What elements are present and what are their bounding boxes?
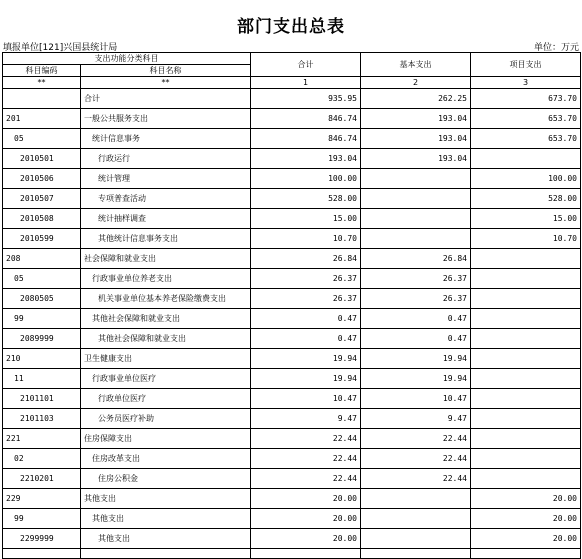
cell-project: 15.00: [471, 209, 581, 229]
table-row: [3, 469, 581, 489]
cell-basic: [361, 209, 471, 229]
header-col2: 2: [361, 77, 471, 89]
cell-project: 653.70: [471, 129, 581, 149]
table-row: [3, 509, 581, 529]
cell-code: 2080505: [3, 289, 81, 309]
cell-name: 行政事业单位养老支出: [81, 269, 251, 289]
cell-code: 05: [3, 129, 81, 149]
cell-total: 19.94: [251, 349, 361, 369]
cell-project: [471, 289, 581, 309]
cell-project: [471, 369, 581, 389]
table-row: [3, 429, 581, 449]
cell-code: 05: [3, 269, 81, 289]
table-row: [3, 169, 581, 189]
cell-basic: 19.94: [361, 369, 471, 389]
cell-project: [471, 269, 581, 289]
cell-code: 2299999: [3, 529, 81, 549]
cell-name: 统计信息事务: [81, 129, 251, 149]
cell-total: 10.70: [251, 229, 361, 249]
expenditure-table: [2, 52, 581, 559]
cell-project: 10.70: [471, 229, 581, 249]
cell-name: 机关事业单位基本养老保险缴费支出: [81, 289, 251, 309]
header-name-mark: **: [81, 77, 251, 89]
cell-code: 2010599: [3, 229, 81, 249]
cell-name: 公务员医疗补助: [81, 409, 251, 429]
cell-code: 221: [3, 429, 81, 449]
cell-name: 行政单位医疗: [81, 389, 251, 409]
header-col3: 3: [471, 77, 581, 89]
table-row: [3, 129, 581, 149]
table-row: [3, 309, 581, 329]
cell-project: 20.00: [471, 509, 581, 529]
cell-project: [471, 409, 581, 429]
cell-name: 住房改革支出: [81, 449, 251, 469]
page-title: 部门支出总表: [237, 17, 345, 37]
currency-unit: 单位：万元: [533, 43, 579, 53]
header-basic: 基本支出: [361, 53, 471, 77]
cell-name: 其他支出: [81, 489, 251, 509]
reporting-unit: 填报单位[121]兴国县统计局: [3, 43, 118, 53]
table-row: [3, 449, 581, 469]
cell-name: 统计管理: [81, 169, 251, 189]
cell-basic: 22.44: [361, 429, 471, 449]
table-row: [3, 349, 581, 369]
cell-name: 其他支出: [81, 509, 251, 529]
cell-name: 行政事业单位医疗: [81, 369, 251, 389]
cell-basic: 22.44: [361, 469, 471, 489]
cell-basic: [361, 509, 471, 529]
cell-code: 2010507: [3, 189, 81, 209]
table-row: [3, 329, 581, 349]
cell-project: 20.00: [471, 529, 581, 549]
cell-project: 673.70: [471, 89, 581, 109]
cell-code: 11: [3, 369, 81, 389]
cell-total: 10.47: [251, 389, 361, 409]
cell-basic: 193.04: [361, 149, 471, 169]
cell-basic: 262.25: [361, 89, 471, 109]
cell-name: 行政运行: [81, 149, 251, 169]
table-row: [3, 409, 581, 429]
cell-total: 20.00: [251, 529, 361, 549]
table-row: [3, 249, 581, 269]
table-body: [3, 89, 581, 559]
header-name: 科目名称: [81, 65, 251, 77]
cell-total: 22.44: [251, 429, 361, 449]
table-row: [3, 89, 581, 109]
cell-name: 社会保障和就业支出: [81, 249, 251, 269]
cell-total: 26.37: [251, 269, 361, 289]
cell-basic: 193.04: [361, 109, 471, 129]
cell-total: 100.00: [251, 169, 361, 189]
cell-total: 22.44: [251, 449, 361, 469]
cell-name: 住房公积金: [81, 469, 251, 489]
cell-code: 02: [3, 449, 81, 469]
cell-basic: 10.47: [361, 389, 471, 409]
cell-project: 20.00: [471, 489, 581, 509]
cell-total: 528.00: [251, 189, 361, 209]
cell-basic: 26.37: [361, 269, 471, 289]
cell-project: [471, 249, 581, 269]
table-row: [3, 209, 581, 229]
cell-name: 一般公共服务支出: [81, 109, 251, 129]
header-col1: 1: [251, 77, 361, 89]
cell-empty: [471, 549, 581, 559]
cell-name: 专项普查活动: [81, 189, 251, 209]
header-total: 合计: [251, 53, 361, 77]
cell-project: [471, 149, 581, 169]
cell-empty: [361, 549, 471, 559]
cell-basic: 0.47: [361, 329, 471, 349]
cell-empty: [81, 549, 251, 559]
cell-name: 卫生健康支出: [81, 349, 251, 369]
cell-basic: 0.47: [361, 309, 471, 329]
cell-project: 100.00: [471, 169, 581, 189]
cell-total: 935.95: [251, 89, 361, 109]
cell-basic: 26.37: [361, 289, 471, 309]
cell-code: 2089999: [3, 329, 81, 349]
cell-name: 其他社会保障和就业支出: [81, 329, 251, 349]
table-row: [3, 489, 581, 509]
cell-code: 210: [3, 349, 81, 369]
cell-total: 26.37: [251, 289, 361, 309]
cell-total: 0.47: [251, 329, 361, 349]
cell-total: 20.00: [251, 489, 361, 509]
table-row: [3, 229, 581, 249]
cell-project: [471, 429, 581, 449]
cell-total: 26.84: [251, 249, 361, 269]
cell-name: 住房保障支出: [81, 429, 251, 449]
cell-name: 合计: [81, 89, 251, 109]
table-row-empty: [3, 549, 581, 559]
cell-total: 846.74: [251, 129, 361, 149]
cell-total: 0.47: [251, 309, 361, 329]
cell-name: 其他支出: [81, 529, 251, 549]
cell-code: [3, 89, 81, 109]
cell-basic: [361, 229, 471, 249]
cell-total: 9.47: [251, 409, 361, 429]
cell-basic: 9.47: [361, 409, 471, 429]
cell-basic: [361, 189, 471, 209]
cell-total: 193.04: [251, 149, 361, 169]
cell-project: [471, 469, 581, 489]
header-function-group: 支出功能分类科目: [3, 53, 251, 65]
cell-code: 201: [3, 109, 81, 129]
cell-code: 99: [3, 309, 81, 329]
table-row: [3, 369, 581, 389]
table-row: [3, 109, 581, 129]
table-row: [3, 529, 581, 549]
cell-code: 2210201: [3, 469, 81, 489]
cell-project: 653.70: [471, 109, 581, 129]
table-row: [3, 289, 581, 309]
table-row: [3, 189, 581, 209]
cell-empty: [3, 549, 81, 559]
cell-code: 2010508: [3, 209, 81, 229]
cell-project: [471, 449, 581, 469]
cell-basic: 19.94: [361, 349, 471, 369]
cell-basic: 26.84: [361, 249, 471, 269]
cell-total: 20.00: [251, 509, 361, 529]
cell-total: 15.00: [251, 209, 361, 229]
cell-name: 统计抽样调查: [81, 209, 251, 229]
table-row: [3, 389, 581, 409]
cell-empty: [251, 549, 361, 559]
cell-basic: [361, 169, 471, 189]
header-code: 科目编码: [3, 65, 81, 77]
cell-basic: 22.44: [361, 449, 471, 469]
cell-project: [471, 329, 581, 349]
header-code-mark: **: [3, 77, 81, 89]
cell-project: 528.00: [471, 189, 581, 209]
cell-code: 2101101: [3, 389, 81, 409]
cell-name: 其他社会保障和就业支出: [81, 309, 251, 329]
cell-code: 229: [3, 489, 81, 509]
cell-code: 2010506: [3, 169, 81, 189]
cell-project: [471, 309, 581, 329]
header-project: 项目支出: [471, 53, 581, 77]
cell-code: 2101103: [3, 409, 81, 429]
table-row: [3, 149, 581, 169]
cell-basic: [361, 529, 471, 549]
cell-total: 19.94: [251, 369, 361, 389]
cell-code: 208: [3, 249, 81, 269]
cell-code: 2010501: [3, 149, 81, 169]
cell-name: 其他统计信息事务支出: [81, 229, 251, 249]
cell-basic: 193.04: [361, 129, 471, 149]
cell-project: [471, 349, 581, 369]
cell-total: 846.74: [251, 109, 361, 129]
table-row: [3, 269, 581, 289]
cell-code: 99: [3, 509, 81, 529]
cell-project: [471, 389, 581, 409]
cell-basic: [361, 489, 471, 509]
cell-total: 22.44: [251, 469, 361, 489]
